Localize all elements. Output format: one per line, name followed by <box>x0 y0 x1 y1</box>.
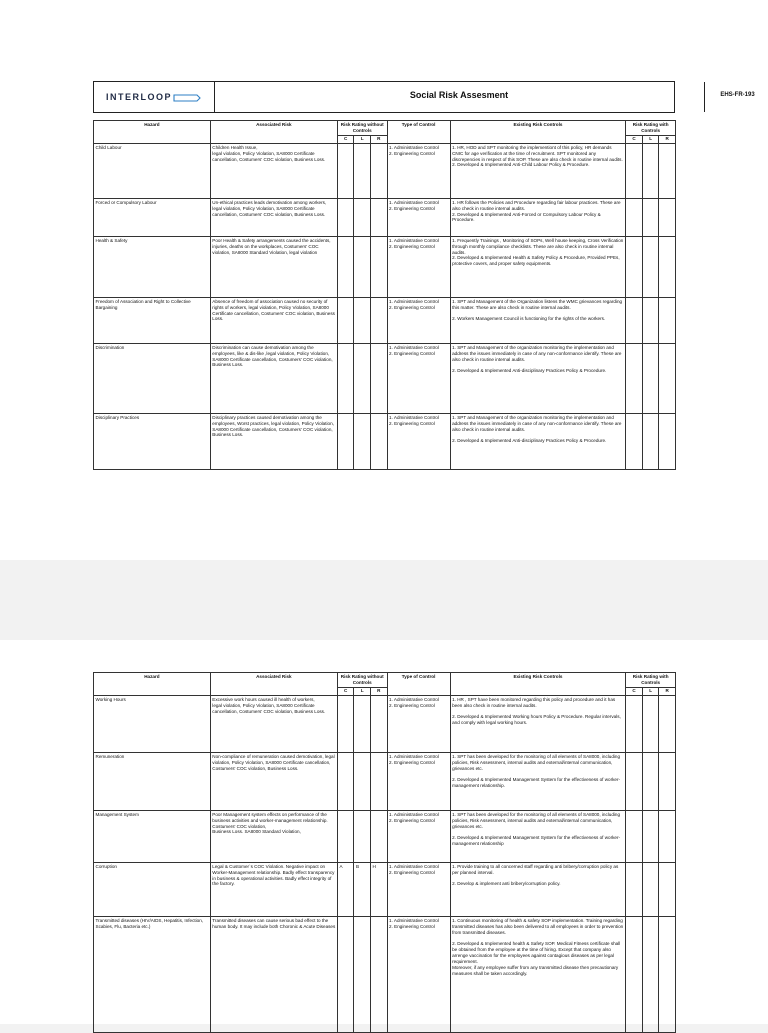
rating-r-cell <box>371 343 388 413</box>
associated-risk-cell: Legal & Customer`s COC Violation. Negative impact on Worker-Management relationship. Badly effect transparency in business & operational activities. Badly effect integrity of the factory. <box>210 862 337 916</box>
rating-r-with-cell <box>659 236 676 297</box>
document-header <box>93 81 755 113</box>
rating-c-with-cell <box>626 143 643 198</box>
associated-risk-header: Associated Risk <box>210 121 337 144</box>
c-header: C <box>337 687 354 695</box>
rating-without-header: Risk Rating without Controls <box>337 121 387 136</box>
r-header: R <box>371 135 388 143</box>
hazard-cell: Corruption <box>94 862 211 916</box>
rating-c-cell <box>337 343 354 413</box>
rating-c-cell <box>337 143 354 198</box>
hazard-cell: Remuneration <box>94 752 211 810</box>
table-row <box>94 236 676 297</box>
associated-risk-cell: Poor Management system effects on performance of the business activities and worker-management relationship. Costumers' COC violation, Business Loss. SA8000 Standard Violation, <box>210 810 337 862</box>
logo-arrow-icon <box>174 95 200 101</box>
rating-c-with-cell <box>626 752 643 810</box>
title-cell <box>214 82 704 112</box>
existing-controls-cell: 1. SPT and Management of the Organization listens the WMC grievances regarding this matter. These are also check in routine internal audits. 2. Workers Management Council is functioning for the rights of the workers. <box>450 297 626 343</box>
rating-r-with-cell <box>659 752 676 810</box>
type-of-control-cell: 1. Administrative Control 2. Engineering Control <box>387 862 450 916</box>
logo-text: INTERLOOP <box>106 92 173 102</box>
rating-l-with-cell <box>642 343 659 413</box>
rating-c-with-cell <box>626 695 643 752</box>
rating-c-cell: A <box>337 862 354 916</box>
rating-l-cell <box>354 143 371 198</box>
rating-r-with-cell <box>659 862 676 916</box>
rating-r-cell <box>371 916 388 1032</box>
doc-number-cell <box>704 82 768 112</box>
rating-l-with-cell <box>642 810 659 862</box>
associated-risk-cell: Un-ethical practices leads demotivation among workers, legal violation, Policy Violation, SA8000 Certificate cancellation, Costumers' COC violation, Business Loss. <box>210 198 337 236</box>
type-of-control-cell: 1. Administrative Control 2. Engineering Control <box>387 198 450 236</box>
rating-r-cell <box>371 752 388 810</box>
rating-r-cell <box>371 143 388 198</box>
existing-controls-cell: 1. SPT and Management of the organization monitoring the implementation and address the issues immediately in case of any non-conformance identify. These are also check in routine internal audits. 2. Developed & Implemented Anti-disciplinary Practices Policy & Procedure. <box>450 343 626 413</box>
rating-c-cell <box>337 236 354 297</box>
rating-c-with-cell <box>626 198 643 236</box>
rating-l-cell <box>354 198 371 236</box>
rating-l-with-cell <box>642 862 659 916</box>
existing-controls-cell: 1. SPT has been developed for the monitoring of all elements of SA8000, including policies, Risk Assessment, internal audits and external/internal communication, grievances etc. 2. Developed & Implemented Management System for the effectiveness of worker-management relationship. <box>450 752 626 810</box>
table-row <box>94 143 676 198</box>
table-row <box>94 752 676 810</box>
type-of-control-cell: 1. Administrative Control 2. Engineering Control <box>387 752 450 810</box>
l-header: L <box>354 687 371 695</box>
rating-l-cell <box>354 236 371 297</box>
rating-r-cell <box>371 695 388 752</box>
existing-controls-header: Existing Risk Controls <box>450 121 626 144</box>
rating-r-with-cell <box>659 413 676 469</box>
rating-r-with-cell <box>659 198 676 236</box>
r-header: R <box>659 687 676 695</box>
c-header: C <box>626 687 643 695</box>
table-row <box>94 413 676 469</box>
type-of-control-cell: 1. Administrative Control 2. Engineering Control <box>387 297 450 343</box>
rating-r-with-cell <box>659 810 676 862</box>
rating-c-with-cell <box>626 916 643 1032</box>
document-title: Social Risk Assesment <box>409 90 509 100</box>
rating-r-cell <box>371 413 388 469</box>
existing-controls-header: Existing Risk Controls <box>450 673 626 696</box>
page-gap <box>0 560 768 640</box>
rating-l-cell <box>354 916 371 1032</box>
associated-risk-cell: Disciplinary practices caused demotivation among the employees, Worst practices, legal violation, Policy Violation, SA8000 Certificate cancellation, Costumers' COC violation, Business Loss. <box>210 413 337 469</box>
type-of-control-cell: 1. Administrative Control 2. Engineering Control <box>387 810 450 862</box>
rating-l-with-cell <box>642 198 659 236</box>
hazard-cell: Freedom of Association and Right to Collective Bargaining <box>94 297 211 343</box>
existing-controls-cell: 1. HR, HOD and SPT monitoring the implementiont of this policy, HR demands CNIC for age verification at the time of recruitment. SPT monitored any discrepencies in respect of this SOP. These are also check in routine internal audits. 2. Developed & Implemented Anti-Child Labour Policy & Procedure. <box>450 143 626 198</box>
existing-controls-cell: 1. Provide training to all concerned staff regarding anti bribery/corruption policy as per planned interval. 2. Develop & implement anti bribery/corruption policy. <box>450 862 626 916</box>
c-header: C <box>626 135 643 143</box>
rating-c-cell <box>337 297 354 343</box>
l-header: L <box>642 687 659 695</box>
rating-l-cell <box>354 695 371 752</box>
rating-l-cell <box>354 297 371 343</box>
rating-l-cell <box>354 810 371 862</box>
rating-r-with-cell <box>659 695 676 752</box>
associated-risk-cell: Non-compliance of remuneration caused demotivation, legal violation, Policy Violation, SA8000 Certificate cancellation, Costumers' COC violation, Business Loss. <box>210 752 337 810</box>
existing-controls-cell: 1. SPT has been developed for the monitoring of all elements of SA8000, including policies, Risk Assessment, internal audits and external/internal communication, grievances etc. 2. Developed & Implemented Management System for the effectiveness of worker-management relationship <box>450 810 626 862</box>
associated-risk-cell: Discrimination can cause demotivation among the employees, like & dis-like ,legal violation, Policy Violation, SA8000 Certificate cancellation, Costumers' COC violation, Business Loss. <box>210 343 337 413</box>
type-of-control-header: Type of Control <box>387 673 450 696</box>
hazard-header: Hazard <box>94 121 211 144</box>
rating-r-with-cell <box>659 916 676 1032</box>
rating-r-cell <box>371 810 388 862</box>
r-header: R <box>659 135 676 143</box>
rating-l-with-cell <box>642 916 659 1032</box>
rating-without-header: Risk Rating without Controls <box>337 673 387 688</box>
hazard-cell: Management System <box>94 810 211 862</box>
rating-l-with-cell <box>642 413 659 469</box>
rating-l-with-cell <box>642 143 659 198</box>
rating-r-cell: H <box>371 862 388 916</box>
logo-cell <box>94 82 215 112</box>
rating-c-with-cell <box>626 862 643 916</box>
rating-r-with-cell <box>659 343 676 413</box>
rating-r-cell <box>371 236 388 297</box>
rating-l-with-cell <box>642 752 659 810</box>
hazard-cell: Child Labour <box>94 143 211 198</box>
hazard-cell: Transmitted diseases (HIV/AIDS, Hepatitis, Infection, Scabies, Flu, Bacteria etc.) <box>94 916 211 1032</box>
rating-r-cell <box>371 198 388 236</box>
rating-c-cell <box>337 810 354 862</box>
associated-risk-cell: Children Health Issue, legal violation, Policy Violation, SA8000 Certificate cancellation, Costumers' COC violation, Business Loss. <box>210 143 337 198</box>
r-header: R <box>371 687 388 695</box>
l-header: L <box>642 135 659 143</box>
rating-r-cell <box>371 297 388 343</box>
table-row <box>94 810 676 862</box>
company-logo <box>94 82 214 112</box>
associated-risk-cell: Poor Health & Safety arrangements caused the accidents, injuries, deaths on the workplaces, Costumers' COC violation, SA8000 Standard Violation, legal violation <box>210 236 337 297</box>
table-row <box>94 916 676 1032</box>
hazard-cell: Disciplinary Practices <box>94 413 211 469</box>
rating-c-cell <box>337 695 354 752</box>
rating-r-with-cell <box>659 297 676 343</box>
associated-risk-cell: Absence of freedom of association caused no security of rights of workers, legal violation, Policy Violation, SA8000 Certificate cancellation, Costumers' COC violation, Business Loss. <box>210 297 337 343</box>
associated-risk-header: Associated Risk <box>210 673 337 696</box>
rating-l-with-cell <box>642 695 659 752</box>
l-header: L <box>354 135 371 143</box>
table-row <box>94 695 676 752</box>
rating-l-cell <box>354 413 371 469</box>
type-of-control-cell: 1. Administrative Control 2. Engineering Control <box>387 413 450 469</box>
page-2 <box>0 640 768 1024</box>
risk-table-page-2 <box>93 672 676 1033</box>
type-of-control-header: Type of Control <box>387 121 450 144</box>
existing-controls-cell: 1. Continuous monitoring of health & safety SOP implementation. Training regarding transmitted diseases has also been delivered to all employees in order to prevention from transmitted diseases. 2. Developed & Implemented health & Safety SOP. Medical Fitness certificate shall be obtained from the employee at the time of hiring. Except that company also arrenge vaccination for the employees against contagious diseases as per legal requirement. Moreover, if any employee suffer from any transmitted disease then precautionary measures shall be taken accordingly. <box>450 916 626 1032</box>
rating-c-cell <box>337 413 354 469</box>
type-of-control-cell: 1. Administrative Control 2. Engineering Control <box>387 916 450 1032</box>
rating-l-with-cell <box>642 236 659 297</box>
rating-with-header: Risk Rating with Controls <box>626 121 676 136</box>
existing-controls-cell: 1. SPT and Management of the organization monitoring the implementation and address the issues immediately in case of any non-conformance identify. These are also check in routine internal audits. 2. Developed & Implemented Anti-disciplinary Practices Policy & Procedure. <box>450 413 626 469</box>
type-of-control-cell: 1. Administrative Control 2. Engineering Control <box>387 343 450 413</box>
c-header: C <box>337 135 354 143</box>
rating-c-with-cell <box>626 810 643 862</box>
table-row <box>94 198 676 236</box>
rating-c-cell <box>337 916 354 1032</box>
existing-controls-cell: 1. HR follows the Policies and Procedure regarding fair labour practices. These are also check in routine internal audits. 2. Developed & Implemented Anti-Forced or Compulsory Labour Policy & Procedure. <box>450 198 626 236</box>
type-of-control-cell: 1. Administrative Control 2. Engineering Control <box>387 143 450 198</box>
table-row <box>94 862 676 916</box>
rating-l-cell <box>354 343 371 413</box>
rating-l-cell: B <box>354 862 371 916</box>
table-row <box>94 297 676 343</box>
type-of-control-cell: 1. Administrative Control 2. Engineering Control <box>387 236 450 297</box>
hazard-cell: Health & Safety <box>94 236 211 297</box>
rating-l-with-cell <box>642 297 659 343</box>
rating-r-with-cell <box>659 143 676 198</box>
risk-table-page-1 <box>93 120 676 470</box>
hazard-cell: Working Hours <box>94 695 211 752</box>
rating-c-cell <box>337 198 354 236</box>
table-row <box>94 343 676 413</box>
rating-c-with-cell <box>626 413 643 469</box>
type-of-control-cell: 1. Administrative Control 2. Engineering Control <box>387 695 450 752</box>
hazard-cell: Forced or Compulsory Labour <box>94 198 211 236</box>
rating-l-cell <box>354 752 371 810</box>
rating-with-header: Risk Rating with Controls <box>626 673 676 688</box>
hazard-header: Hazard <box>94 673 211 696</box>
hazard-cell: Discrimination <box>94 343 211 413</box>
associated-risk-cell: Transmitted diseases can cause serious bad effect to the human body. It may include both Choronic & Acute Diseases <box>210 916 337 1032</box>
document-number: EHS-FR-193 <box>720 92 755 98</box>
existing-controls-cell: 1. Frequently Trainings , Monitoring of SOPs, Well house keeping, Cross Verification through monthly compliance checklists. These are also check in routine internal audits. 2. Developed & Implemented Health & Safety Policy & Procedure, Provided PPEs, protective covers, and proper safety equipments. <box>450 236 626 297</box>
rating-c-with-cell <box>626 297 643 343</box>
rating-c-with-cell <box>626 343 643 413</box>
rating-c-cell <box>337 752 354 810</box>
rating-c-with-cell <box>626 236 643 297</box>
existing-controls-cell: 1. HR , SPT have been monitored regarding this policy and procedure and it has been also check in routine internal audits. 2. Developed & Implemented Working hours Policy & Procedure. Regular intervals, and comply with legal working hours. <box>450 695 626 752</box>
associated-risk-cell: Excessive work hours caused ill health of workers, legal violation, Policy Violation, SA8000 Certificate cancellation, Costumers' COC violation, Business Loss. <box>210 695 337 752</box>
